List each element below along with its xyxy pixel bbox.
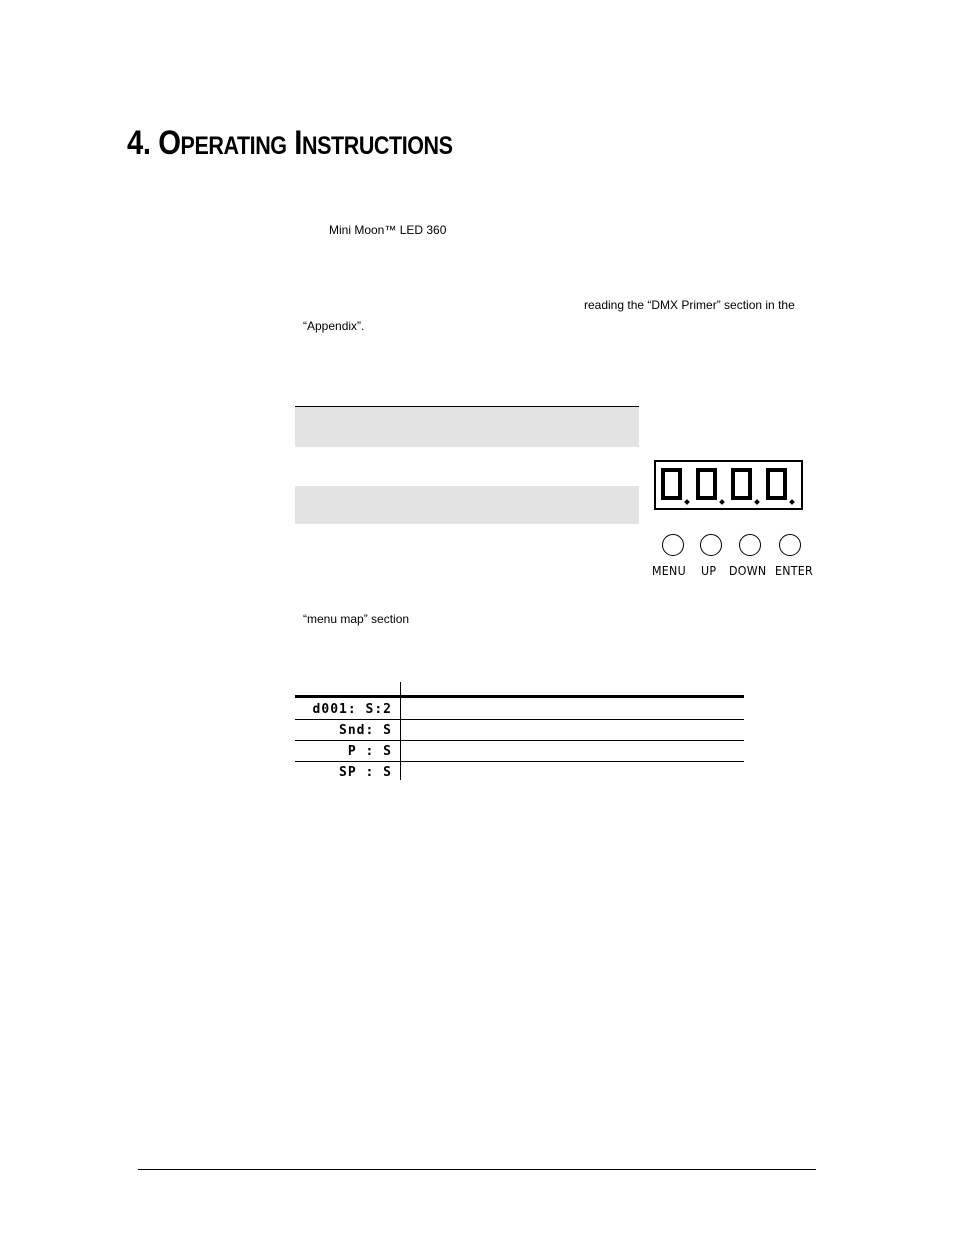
enter-button[interactable] (779, 534, 801, 556)
chapter-number: 4. (127, 124, 151, 162)
up-button-label: UP (701, 564, 717, 578)
shaded-band-2 (295, 486, 639, 524)
digit-1-shape (663, 470, 680, 498)
table-row-code: P : S (347, 744, 392, 759)
table-row-rule (295, 761, 744, 762)
menu-button-label: MENU (652, 564, 686, 578)
dot-2 (719, 499, 725, 505)
title-rest-1: PERATING (180, 132, 287, 160)
appendix-reference: “Appendix”. (303, 319, 365, 333)
table-header-rule (295, 695, 744, 698)
menu-map-reference: “menu map” section (303, 612, 410, 626)
table-row-code: d001: S:2 (312, 702, 392, 717)
digit-4-shape (768, 470, 785, 498)
product-name-text: Mini Moon™ LED 360 (329, 223, 447, 237)
down-button[interactable] (739, 534, 761, 556)
title-cap-2: I (294, 124, 303, 162)
chapter-title (127, 124, 453, 163)
enter-button-label: ENTER (775, 564, 814, 578)
menu-button[interactable] (662, 534, 684, 556)
table-row-code: Snd: S (339, 723, 392, 738)
table-row-rule (295, 719, 744, 720)
table-row-rule (295, 740, 744, 741)
footer-rule (138, 1169, 816, 1170)
digit-2-shape (698, 470, 715, 498)
digit-3-shape (733, 470, 750, 498)
dot-4 (789, 499, 795, 505)
dot-1 (684, 499, 690, 505)
down-button-label: DOWN (729, 564, 767, 578)
table-row-code: SP : S (339, 765, 392, 780)
title-cap-1: O (158, 124, 181, 162)
title-rest-2: NSTRUCTIONS (302, 132, 453, 160)
shaded-band-1 (295, 407, 639, 447)
led-display (654, 460, 803, 510)
dmx-primer-reference: reading the “DMX Primer” section in the (584, 298, 795, 312)
led-digits-icon (656, 462, 801, 508)
dot-3 (754, 499, 760, 505)
up-button[interactable] (700, 534, 722, 556)
